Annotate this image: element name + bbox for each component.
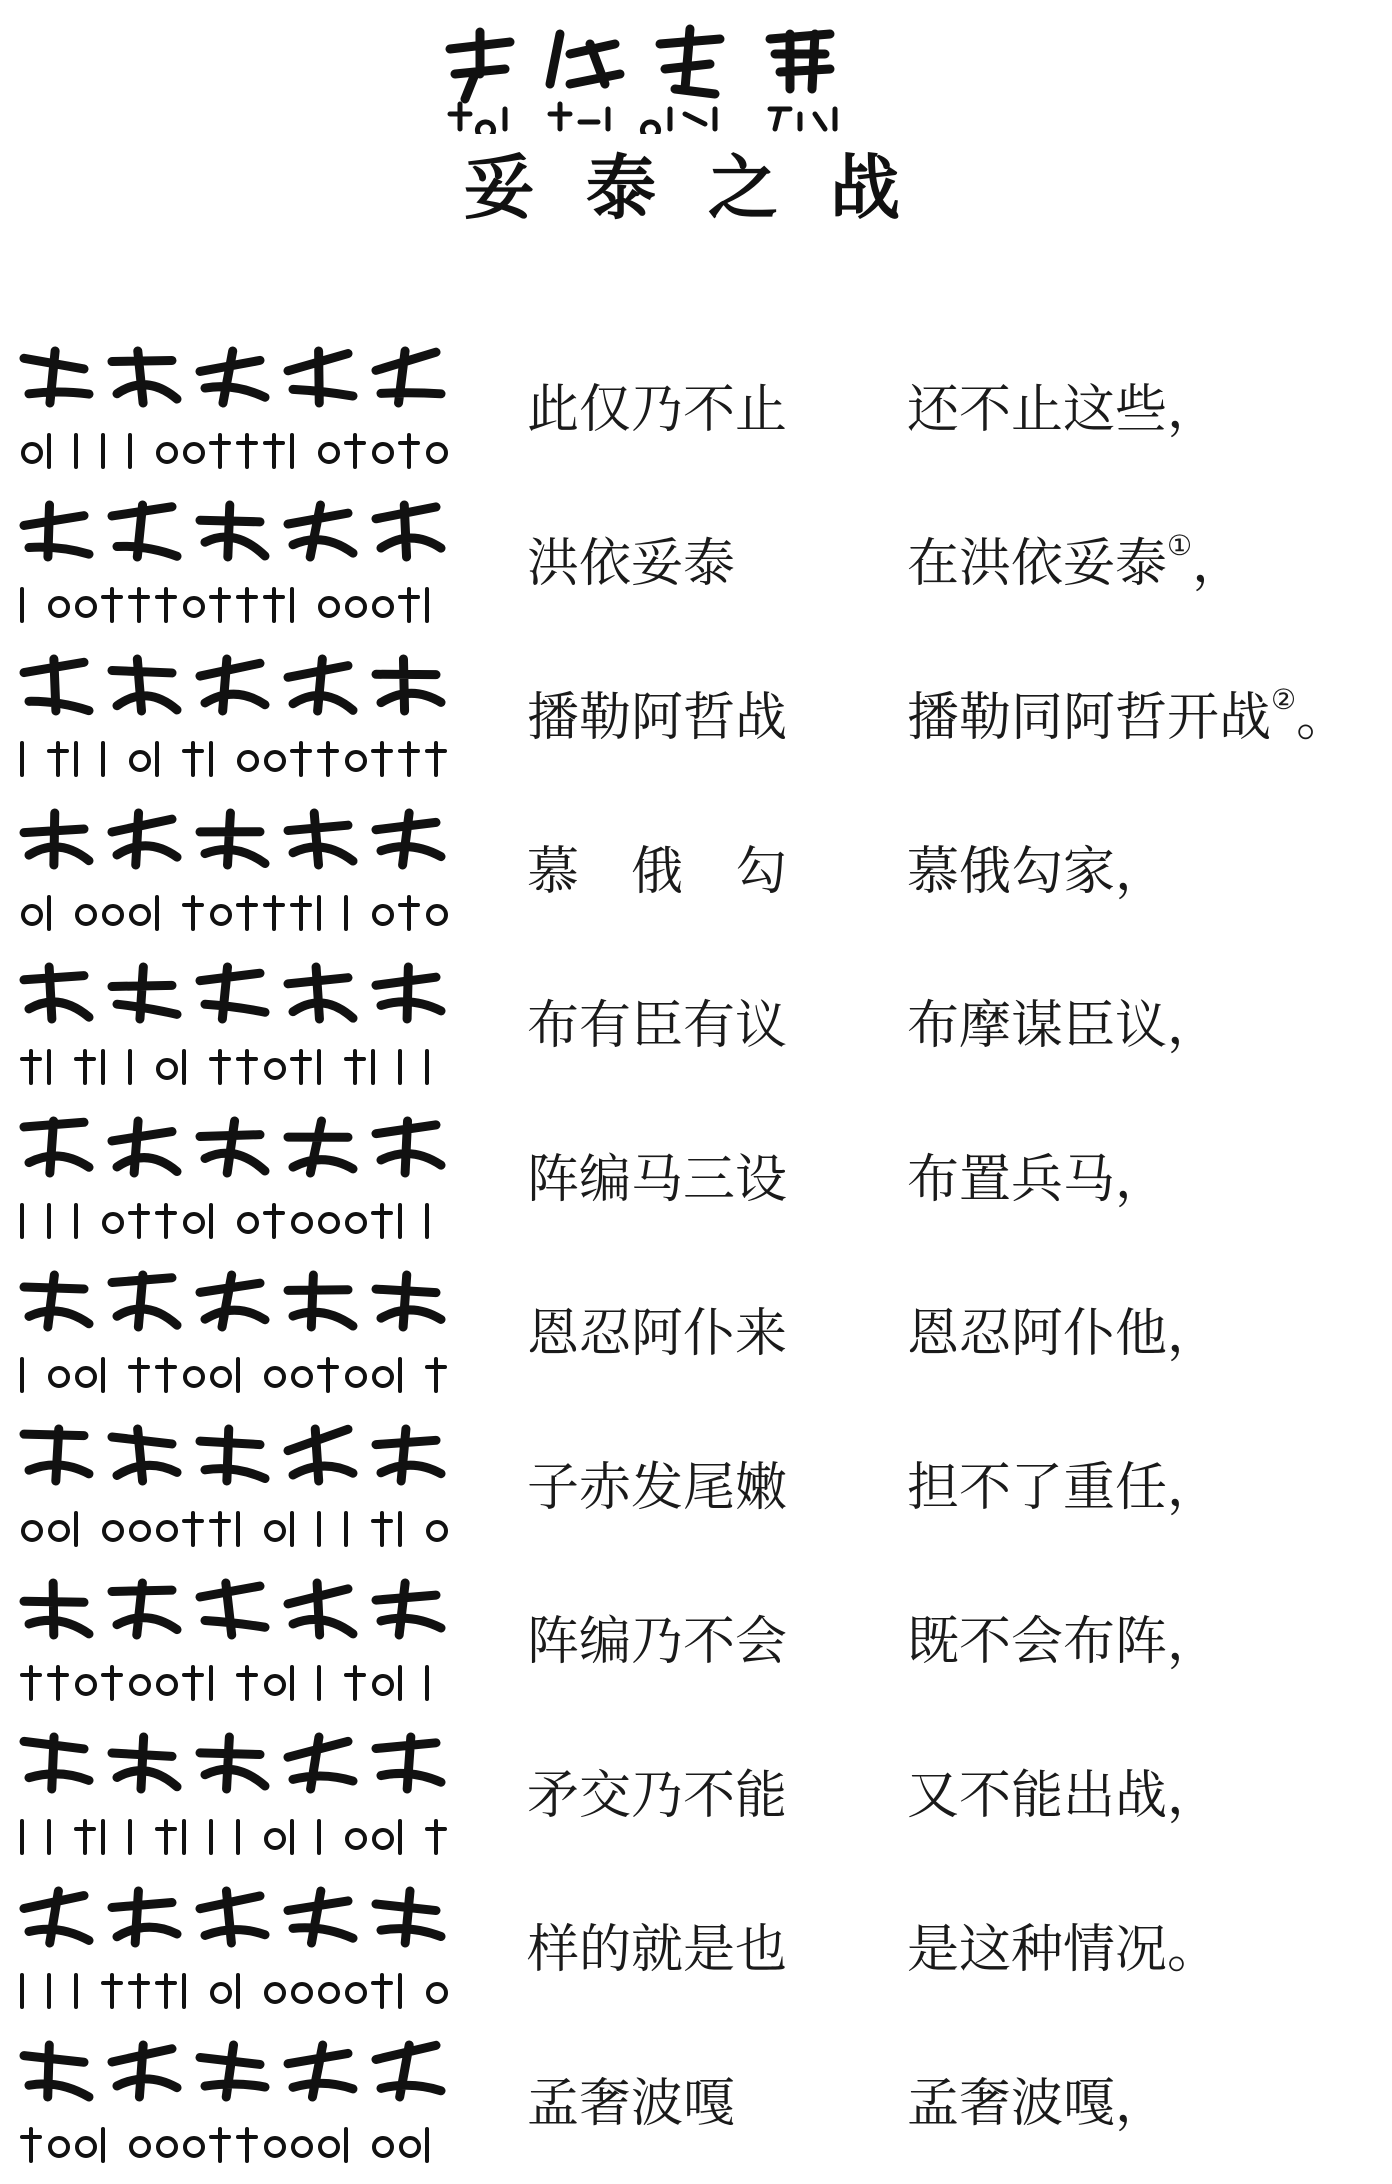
verse-row <box>0 2029 1392 2183</box>
verse-row <box>0 1875 1392 2029</box>
verse-row <box>0 643 1392 797</box>
word-gloss: 此仅乃不止 <box>527 380 788 440</box>
yi-script-line-image <box>14 1575 462 1715</box>
translation-text: 是这种情况。 <box>907 1920 1220 1980</box>
translation-text: 慕俄勾家， <box>907 842 1168 902</box>
translation-text: 又不能出战， <box>907 1766 1220 1826</box>
translation-text: 布置兵马， <box>907 1150 1168 1210</box>
translation <box>907 531 1387 597</box>
word-gloss: 洪依妥泰 <box>527 534 736 594</box>
word-gloss: 子赤发尾嫩 <box>527 1458 788 1518</box>
translation-text: 播勒同阿哲开战 <box>907 688 1272 748</box>
verse-row <box>0 1259 1392 1413</box>
verse-row <box>0 951 1392 1105</box>
translation <box>907 1609 1387 1675</box>
translation <box>907 2071 1387 2137</box>
translation <box>907 993 1387 1059</box>
yi-script-line-image <box>14 1729 462 1869</box>
translation <box>907 1455 1387 1521</box>
verse-row <box>0 1105 1392 1259</box>
translation-text: 布摩谋臣议， <box>907 996 1220 1056</box>
yi-script-line-image <box>14 651 462 791</box>
translation-text: 恩忍阿仆他， <box>907 1304 1220 1364</box>
word-gloss: 布有臣有议 <box>527 996 788 1056</box>
yi-script-line-image <box>14 343 462 483</box>
translation-text: 孟奢波嘎， <box>907 2074 1168 2134</box>
translation-text: 担不了重任， <box>907 1458 1220 1518</box>
word-gloss: 阵编马三设 <box>527 1150 788 1210</box>
word-gloss: 播勒阿哲战 <box>527 688 788 748</box>
page-header <box>0 0 1392 260</box>
yi-script-line-image <box>14 2037 462 2177</box>
translation <box>907 685 1387 751</box>
verse-row <box>0 489 1392 643</box>
word-gloss: 阵编乃不会 <box>527 1612 788 1672</box>
translation-text: 既不会布阵， <box>907 1612 1220 1672</box>
footnote-marker: ② <box>1271 683 1297 716</box>
word-gloss: 恩忍阿仆来 <box>527 1304 788 1364</box>
yi-script-line-image <box>14 497 462 637</box>
translation-punctuation: 。 <box>1296 688 1349 748</box>
word-gloss: 慕 俄 勾 <box>527 842 788 902</box>
yi-script-line-image <box>14 959 462 1099</box>
yi-script-line-image <box>14 805 462 945</box>
translation <box>907 1917 1387 1983</box>
verse-row <box>0 1413 1392 1567</box>
yi-script-line-image <box>14 1113 462 1253</box>
translation-punctuation: ， <box>1192 534 1245 594</box>
verse-row <box>0 1567 1392 1721</box>
word-gloss: 矛交乃不能 <box>527 1766 788 1826</box>
yi-script-line-image <box>14 1883 462 2023</box>
verse-row <box>0 335 1392 489</box>
translation <box>907 1147 1387 1213</box>
translation <box>907 377 1387 443</box>
word-gloss: 孟奢波嘎 <box>527 2074 736 2134</box>
verse-row <box>0 1721 1392 1875</box>
translation-text: 在洪依妥泰 <box>907 534 1168 594</box>
translation-text: 还不止这些， <box>907 380 1220 440</box>
translation <box>907 1301 1387 1367</box>
translation <box>907 839 1387 905</box>
yi-script-title-image <box>430 14 950 134</box>
verse-row <box>0 797 1392 951</box>
yi-script-line-image <box>14 1421 462 1561</box>
word-gloss: 样的就是也 <box>527 1920 788 1980</box>
footnote-marker: ① <box>1167 529 1193 562</box>
page-title: 妥泰之战 <box>464 146 952 229</box>
yi-script-line-image <box>14 1267 462 1407</box>
translation <box>907 1763 1387 1829</box>
